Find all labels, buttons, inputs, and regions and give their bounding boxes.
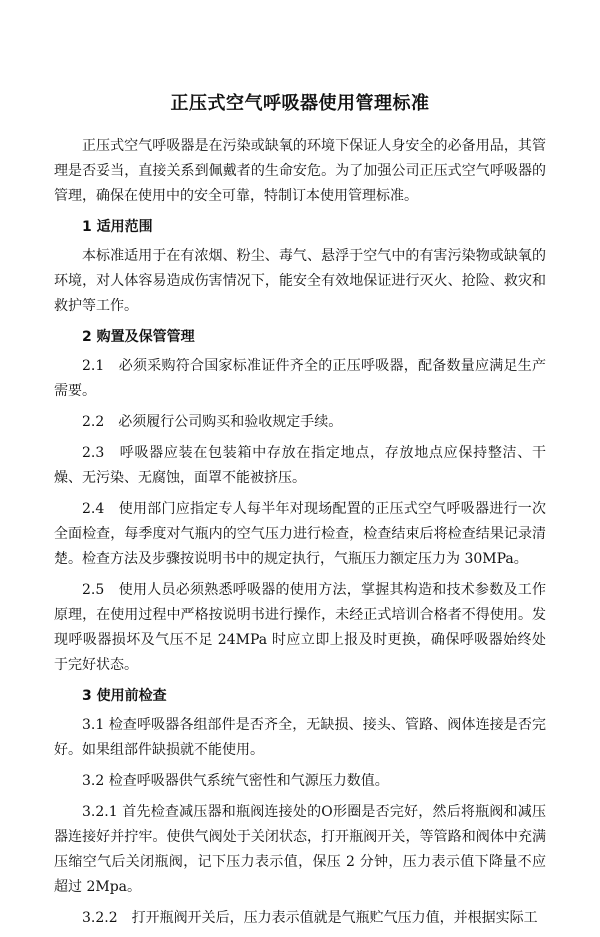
section-heading-scope: 1 适用范围 <box>82 219 153 235</box>
scope-paragraph: 本标准适用于在有浓烟、粉尘、毒气、悬浮于空气中的有害污染物或缺氧的环境，对人体容易造成伤害情况下，能安全有效地保证进行灭火、抢险、救灾和救护等工作。 <box>54 248 546 314</box>
clause-3-1: 3.1 检查呼吸器各组部件是否齐全，无缺损、接头、管路、阀体连接是否完好。如果组部件缺损就不能使用。 <box>54 717 546 758</box>
clause-3-2-1: 3.2.1 首先检查减压器和瓶阀连接处的O形圈是否完好，然后将瓶阀和减压器连接好并拧牢。使供气阀处于关闭状态，打开瓶阀开关，等管路和阀体中充满压缩空气后关闭瓶阀，记下压力表示值，保压 2 分钟，压力表示值下降量不应超过 2Mpa。 <box>54 804 546 895</box>
document-body <box>54 134 546 937</box>
clause-2-4: 2.4 使用部门应指定专人每半年对现场配置的正压式空气呼吸器进行一次全面检查，每季度对气瓶内的空气压力进行检查，检查结束后将检查结果记录清楚。检查方法及步骤按说明书中的规定执行，气瓶压力额定压力为 30MPa。 <box>54 501 546 567</box>
clause-2-5: 2.5 使用人员必须熟悉呼吸器的使用方法，掌握其构造和技术参数及工作原理，在使用过程中严格按说明书进行操作，未经正式培训合格者不得使用。发现呼吸器损坏及气压不足 24MPa 时应立即上报及时更换，确保呼吸器始终处于完好状态。 <box>54 582 546 673</box>
clause-2-3: 2.3 呼吸器应装在包装箱中存放在指定地点，存放地点应保持整洁、干燥、无污染、无腐蚀，面罩不能被挤压。 <box>54 445 546 486</box>
clause-3-2-2: 3.2.2 打开瓶阀开关后，压力表示值就是气瓶贮气压力值，并根据实际工 <box>82 910 538 926</box>
clause-2-1: 2.1 必须采购符合国家标准证件齐全的正压呼吸器，配备数量应满足生产需要。 <box>54 358 546 399</box>
clause-3-2: 3.2 检查呼吸器供气系统气密性和气源压力数值。 <box>82 773 389 789</box>
document-title: 正压式空气呼吸器使用管理标准 <box>170 93 430 114</box>
clause-2-2: 2.2 必须履行公司购买和验收规定手续。 <box>82 414 343 430</box>
section-heading-precheck: 3 使用前检查 <box>82 688 167 704</box>
section-heading-purchase: 2 购置及保管管理 <box>82 329 195 345</box>
intro-paragraph: 正压式空气呼吸器是在污染或缺氧的环境下保证人身安全的必备用品，其管理是否妥当，直接关系到佩戴者的生命安危。为了加强公司正压式空气呼吸器的管理，确保在使用中的安全可靠，特制订本使用管理标准。 <box>54 138 546 204</box>
